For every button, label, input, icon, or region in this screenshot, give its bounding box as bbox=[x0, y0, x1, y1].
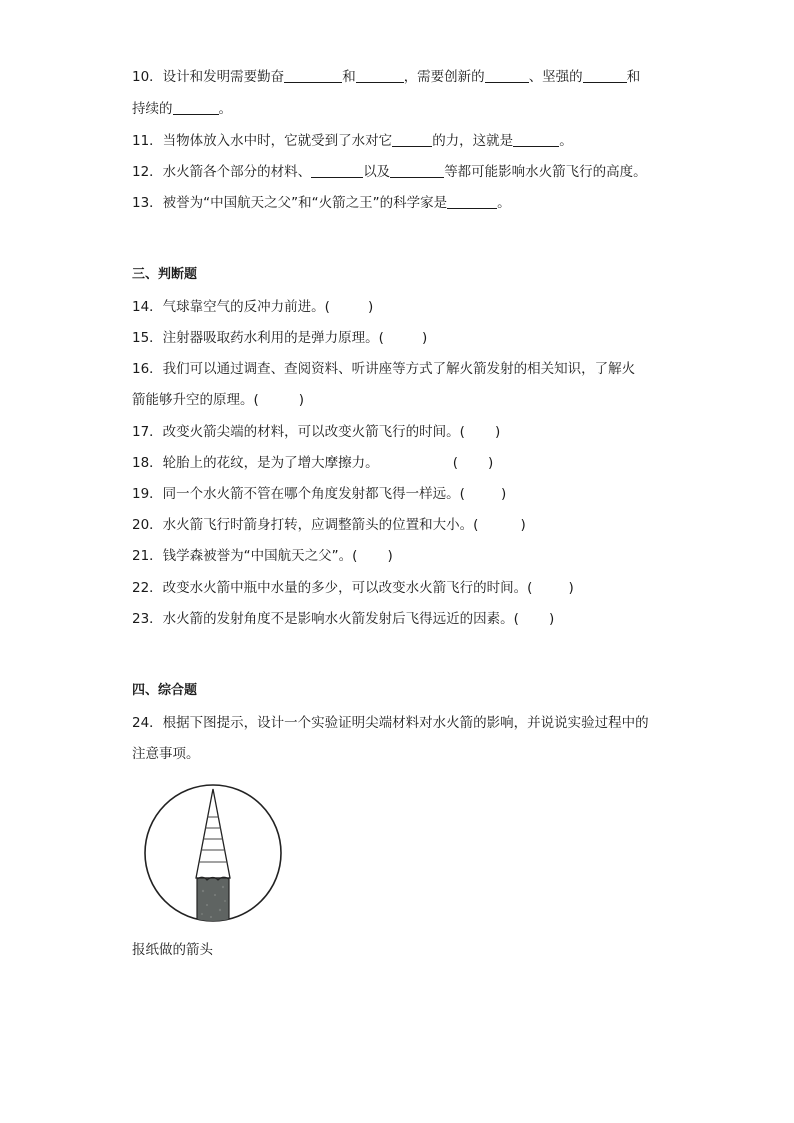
question-20-text: 20．水火箭飞行时箭身打转，应调整箭头的位置和大小。( bbox=[132, 517, 479, 533]
question-11-text-2: 的力，这就是 bbox=[432, 133, 514, 149]
question-18-text: 18．轮胎上的花纹，是为了增大摩擦力。 bbox=[132, 455, 379, 471]
question-14-close: ) bbox=[367, 299, 374, 315]
question-23 bbox=[132, 609, 554, 629]
question-18-open: ( bbox=[452, 455, 458, 471]
question-10-text: 10．设计和发明需要勤奋 bbox=[132, 69, 285, 85]
blank-11-1[interactable] bbox=[392, 132, 432, 147]
blank-11-2[interactable] bbox=[513, 132, 559, 147]
section-3-title: 三、判断题 bbox=[132, 267, 198, 282]
question-10-line1 bbox=[132, 67, 640, 87]
question-15-text: 15．注射器吸取药水利用的是弹力原理。( bbox=[132, 330, 384, 346]
question-22-close: ) bbox=[568, 580, 574, 596]
question-22 bbox=[132, 578, 574, 598]
question-24-line1: 24．根据下图提示，设计一个实验证明尖端材料对水火箭的影响，并说说实验过程中的 bbox=[132, 715, 649, 731]
question-18-close: ) bbox=[487, 455, 494, 471]
question-12-text: 12．水火箭各个部分的材料、 bbox=[132, 164, 312, 180]
question-11-text: 11．当物体放入水中时，它就受到了水对它 bbox=[132, 133, 393, 149]
blank-10-2[interactable] bbox=[356, 68, 404, 83]
question-10-end: 。 bbox=[218, 101, 232, 117]
question-21-close: ) bbox=[387, 548, 393, 564]
question-10-and: 和 bbox=[342, 69, 356, 85]
section-4-title: 四、综合题 bbox=[132, 683, 198, 698]
question-17-close: ) bbox=[494, 424, 501, 440]
question-11 bbox=[132, 131, 573, 151]
question-10-cont: 持续的 bbox=[132, 101, 173, 117]
question-18 bbox=[132, 453, 493, 473]
blank-10-4[interactable] bbox=[583, 68, 627, 83]
question-14 bbox=[132, 297, 373, 317]
question-16-close: ) bbox=[298, 392, 305, 408]
question-22-text: 22．改变水火箭中瓶中水量的多少，可以改变水火箭飞行的时间。( bbox=[132, 580, 533, 596]
blank-10-1[interactable] bbox=[284, 68, 342, 83]
question-15 bbox=[132, 328, 427, 348]
question-19-close: ) bbox=[500, 486, 507, 502]
question-15-close: ) bbox=[421, 330, 428, 346]
blank-12-1[interactable] bbox=[311, 163, 363, 178]
figure-caption: 报纸做的箭头 bbox=[132, 942, 213, 958]
question-17-text: 17．改变火箭尖端的材料，可以改变火箭飞行的时间。( bbox=[132, 424, 465, 440]
question-10-text-2: ，需要创新的 bbox=[403, 69, 485, 85]
question-20 bbox=[132, 515, 526, 535]
question-10-line2 bbox=[132, 99, 232, 119]
question-16-text: 16．我们可以通过调查、查阅资料、听讲座等方式了解火箭发射的相关知识，了解火 bbox=[132, 361, 636, 377]
question-16-line2 bbox=[132, 390, 304, 410]
question-10-text-3: 、坚强的 bbox=[528, 69, 583, 85]
blank-12-2[interactable] bbox=[390, 163, 444, 178]
question-11-end: 。 bbox=[559, 133, 573, 149]
question-20-close: ) bbox=[520, 517, 526, 533]
question-21-text: 21．钱学森被誉为“中国航天之父”。( bbox=[132, 548, 358, 564]
blank-10-5[interactable] bbox=[173, 100, 219, 115]
blank-13-1[interactable] bbox=[447, 194, 497, 209]
question-14-text: 14．气球靠空气的反冲力前进。( bbox=[132, 299, 330, 315]
question-21 bbox=[132, 546, 393, 566]
question-12-text-2: 以及 bbox=[363, 164, 391, 180]
question-24-line2: 注意事项。 bbox=[132, 746, 200, 762]
question-19 bbox=[132, 484, 506, 504]
question-13-text: 13．被誉为“中国航天之父”和“火箭之王”的科学家是 bbox=[132, 195, 448, 211]
question-12-text-3: 等都可能影响水火箭飞行的高度。 bbox=[444, 164, 647, 180]
question-17 bbox=[132, 422, 500, 442]
blank-10-3[interactable] bbox=[485, 68, 529, 83]
newspaper-arrowhead-figure bbox=[143, 783, 283, 923]
question-19-text: 19．同一个水火箭不管在哪个角度发射都飞得一样远。( bbox=[132, 486, 465, 502]
question-16-text-2: 箭能够升空的原理。( bbox=[132, 392, 259, 408]
question-13-end: 。 bbox=[497, 195, 511, 211]
question-16-line1 bbox=[132, 359, 635, 379]
question-23-text: 23．水火箭的发射角度不是影响水火箭发射后飞得远近的因素。( bbox=[132, 611, 519, 627]
question-10-and-2: 和 bbox=[626, 69, 641, 85]
question-12 bbox=[132, 162, 647, 182]
question-23-close: ) bbox=[548, 611, 555, 627]
question-13 bbox=[132, 193, 511, 213]
